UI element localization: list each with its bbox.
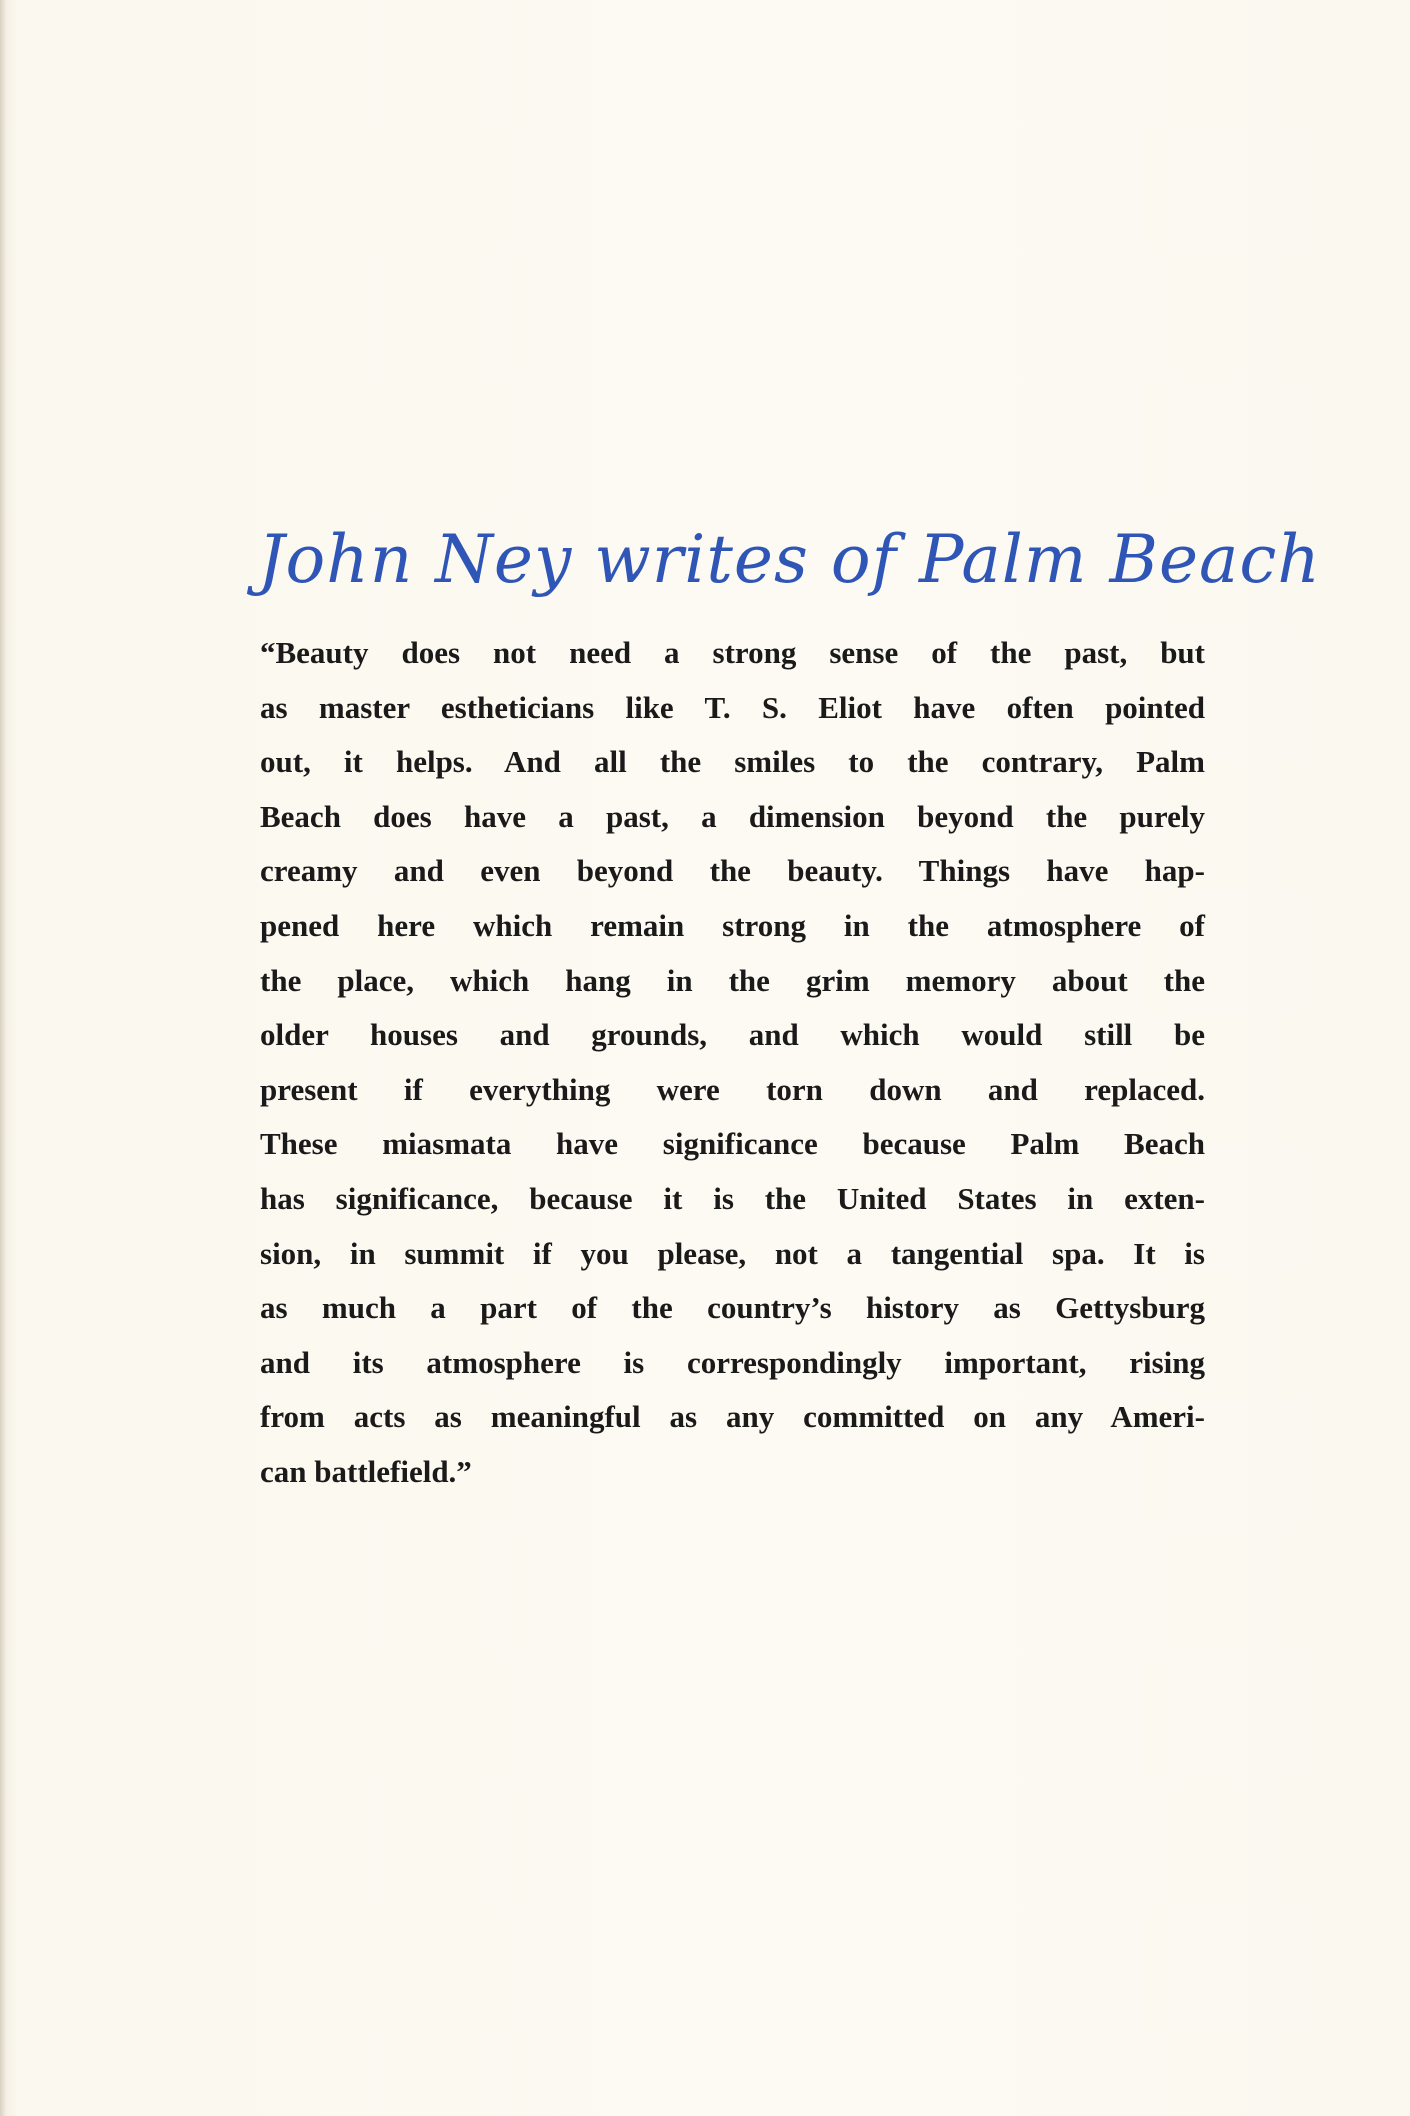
quote-line: as much a part of the country’s history as Gettysburg [260, 1290, 1205, 1326]
page-title: John Ney writes of Palm Beach [258, 521, 1321, 598]
quote-line-last: can battlefield.” [260, 1453, 472, 1489]
page-edge [0, 0, 6, 2116]
quote-body [260, 626, 1205, 1500]
quote-line: from acts as meaningful as any committed on any Ameri- [260, 1399, 1205, 1435]
quote-line: the place, which hang in the grim memory about the [260, 962, 1205, 998]
quote-line: out, it helps. And all the smiles to the contrary, Palm [260, 744, 1205, 780]
quote-line: pened here which remain strong in the atmosphere of [260, 907, 1205, 943]
quote-line: “Beauty does not need a strong sense of the past, but [260, 635, 1205, 670]
quote-line: as master estheticians like T. S. Eliot have often pointed [260, 689, 1205, 725]
quote-line: has significance, because it is the United States in exten- [260, 1180, 1205, 1216]
quote-line: creamy and even beyond the beauty. Things have hap- [260, 853, 1205, 889]
quote-line: older houses and grounds, and which would still be [260, 1017, 1205, 1053]
quote-line: These miasmata have significance because Palm Beach [260, 1126, 1205, 1162]
quote-line: sion, in summit if you please, not a tangential spa. It is [260, 1235, 1205, 1271]
quote-line: Beach does have a past, a dimension beyond the purely [260, 798, 1205, 834]
quote-line: present if everything were torn down and replaced. [260, 1071, 1205, 1107]
quote-line: and its atmosphere is correspondingly important, rising [260, 1344, 1205, 1380]
